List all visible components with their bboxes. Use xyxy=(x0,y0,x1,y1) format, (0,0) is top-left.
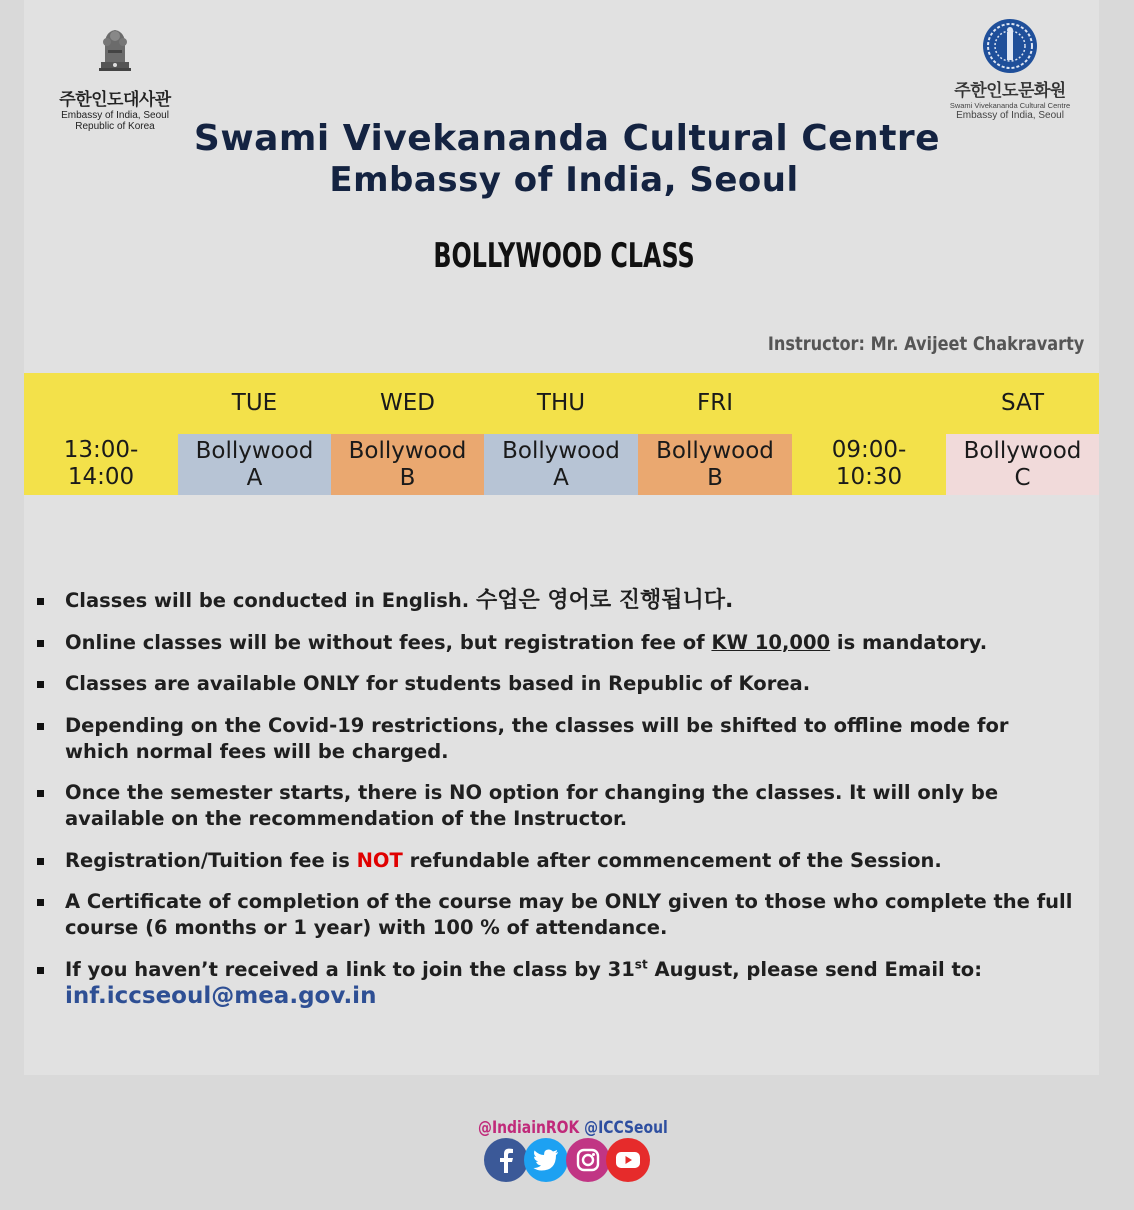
social-handles xyxy=(478,1118,668,1138)
class-label: Bollywood C xyxy=(963,437,1082,491)
instructor-name: Instructor: Mr. Avijeet Chakravarty xyxy=(767,333,1084,355)
day-label: FRI xyxy=(697,390,733,416)
note-link-post: August, please send Email to: xyxy=(654,957,983,981)
day-label: WED xyxy=(380,390,435,416)
handle-indiainrok[interactable]: @IndiainROK xyxy=(478,1118,580,1138)
note-semester: Once the semester starts, there is NO option for changing the classes. It will only be available on the recommendation of the Instructor. xyxy=(65,781,999,830)
class-title: BOLLYWOOD CLASS xyxy=(433,236,695,276)
time-cell-saturday xyxy=(792,373,946,495)
svcc-embassy-name: Embassy of India, Seoul xyxy=(956,110,1064,121)
registration-fee-amount: KW 10,000 xyxy=(711,630,831,654)
note-language: Classes will be conducted in English. xyxy=(65,589,470,612)
note-refund-not: NOT xyxy=(356,848,403,872)
list-item xyxy=(37,671,1077,697)
class-cell-tue xyxy=(178,434,331,495)
timetable xyxy=(24,373,1099,495)
page-title: Swami Vivekananda Cultural Centre xyxy=(193,118,941,159)
day-label: TUE xyxy=(231,390,278,416)
facebook-icon[interactable] xyxy=(484,1138,528,1182)
weekday-time: 13:00- 14:00 xyxy=(63,437,139,490)
class-cell-sat xyxy=(946,434,1099,495)
note-certificate: A Certificate of completion of the course may be ONLY given to those who complete the full course (6 months or 1 year) with 100 % of attendance. xyxy=(65,890,1073,939)
list-item xyxy=(37,713,1077,765)
note-refund-pre: Registration/Tuition fee is xyxy=(65,848,350,872)
instagram-icon[interactable] xyxy=(566,1138,610,1182)
note-covid: Depending on the Covid-19 restrictions, the classes will be shifted to offline mode for which normal fees will be charged. xyxy=(65,713,1009,763)
class-label: Bollywood A xyxy=(195,437,314,491)
note-fee-post: is mandatory. xyxy=(836,630,988,654)
handle-iccseoul[interactable]: @ICCSeoul xyxy=(584,1118,668,1138)
class-label: Bollywood B xyxy=(348,437,467,491)
embassy-logo xyxy=(40,22,190,132)
notes-list xyxy=(37,588,1077,1025)
list-item xyxy=(37,630,1077,656)
youtube-icon[interactable] xyxy=(606,1138,650,1182)
note-language-korean: 수업은 영어로 진행됩니다. xyxy=(475,588,734,613)
day-header-wed xyxy=(331,373,484,434)
class-label: Bollywood B xyxy=(656,437,774,491)
embassy-english-name: Embassy of India, Seoul xyxy=(61,110,169,121)
emblem-motto xyxy=(40,76,190,83)
day-header-fri xyxy=(638,373,792,434)
note-link-pre: If you haven’t received a link to join the class by 31 xyxy=(65,957,635,981)
class-cell-fri xyxy=(638,434,792,495)
svcc-logo xyxy=(940,18,1080,121)
day-header-sat xyxy=(946,373,1099,434)
list-item xyxy=(37,889,1077,941)
svcc-korean-name: 주한인도문화원 xyxy=(954,81,1066,101)
note-fee-pre: Online classes will be without fees, but registration fee of xyxy=(65,630,705,654)
class-cell-wed xyxy=(331,434,484,495)
note-refund-post: refundable after commencement of the Session. xyxy=(409,848,942,872)
note-link-sup: st xyxy=(634,957,648,971)
list-item xyxy=(37,780,1077,832)
twitter-icon[interactable] xyxy=(524,1138,568,1182)
social-icons xyxy=(484,1138,654,1184)
contact-email-link[interactable]: inf.iccseoul@mea.gov.in xyxy=(65,982,377,1009)
saturday-time: 09:00- 10:30 xyxy=(831,437,907,490)
svcc-english-name: Swami Vivekananda Cultural Centre xyxy=(949,101,1071,110)
embassy-korean-name: 주한인도대사관 xyxy=(59,90,171,110)
svcc-emblem-icon xyxy=(982,18,1038,74)
day-header-thu xyxy=(484,373,638,434)
list-item xyxy=(37,588,1077,614)
day-label: SAT xyxy=(1000,390,1045,416)
national-emblem-icon xyxy=(93,22,137,74)
time-cell-weekday xyxy=(24,373,178,495)
page-subtitle: Embassy of India, Seoul xyxy=(329,160,799,200)
list-item xyxy=(37,957,1077,1010)
note-eligibility: Classes are available ONLY for students based in Republic of Korea. xyxy=(65,672,811,695)
list-item xyxy=(37,848,1077,874)
day-header-tue xyxy=(178,373,331,434)
class-cell-thu xyxy=(484,434,638,495)
embassy-country: Republic of Korea xyxy=(75,121,155,132)
class-label: Bollywood A xyxy=(502,437,620,491)
day-label: THU xyxy=(536,390,586,416)
